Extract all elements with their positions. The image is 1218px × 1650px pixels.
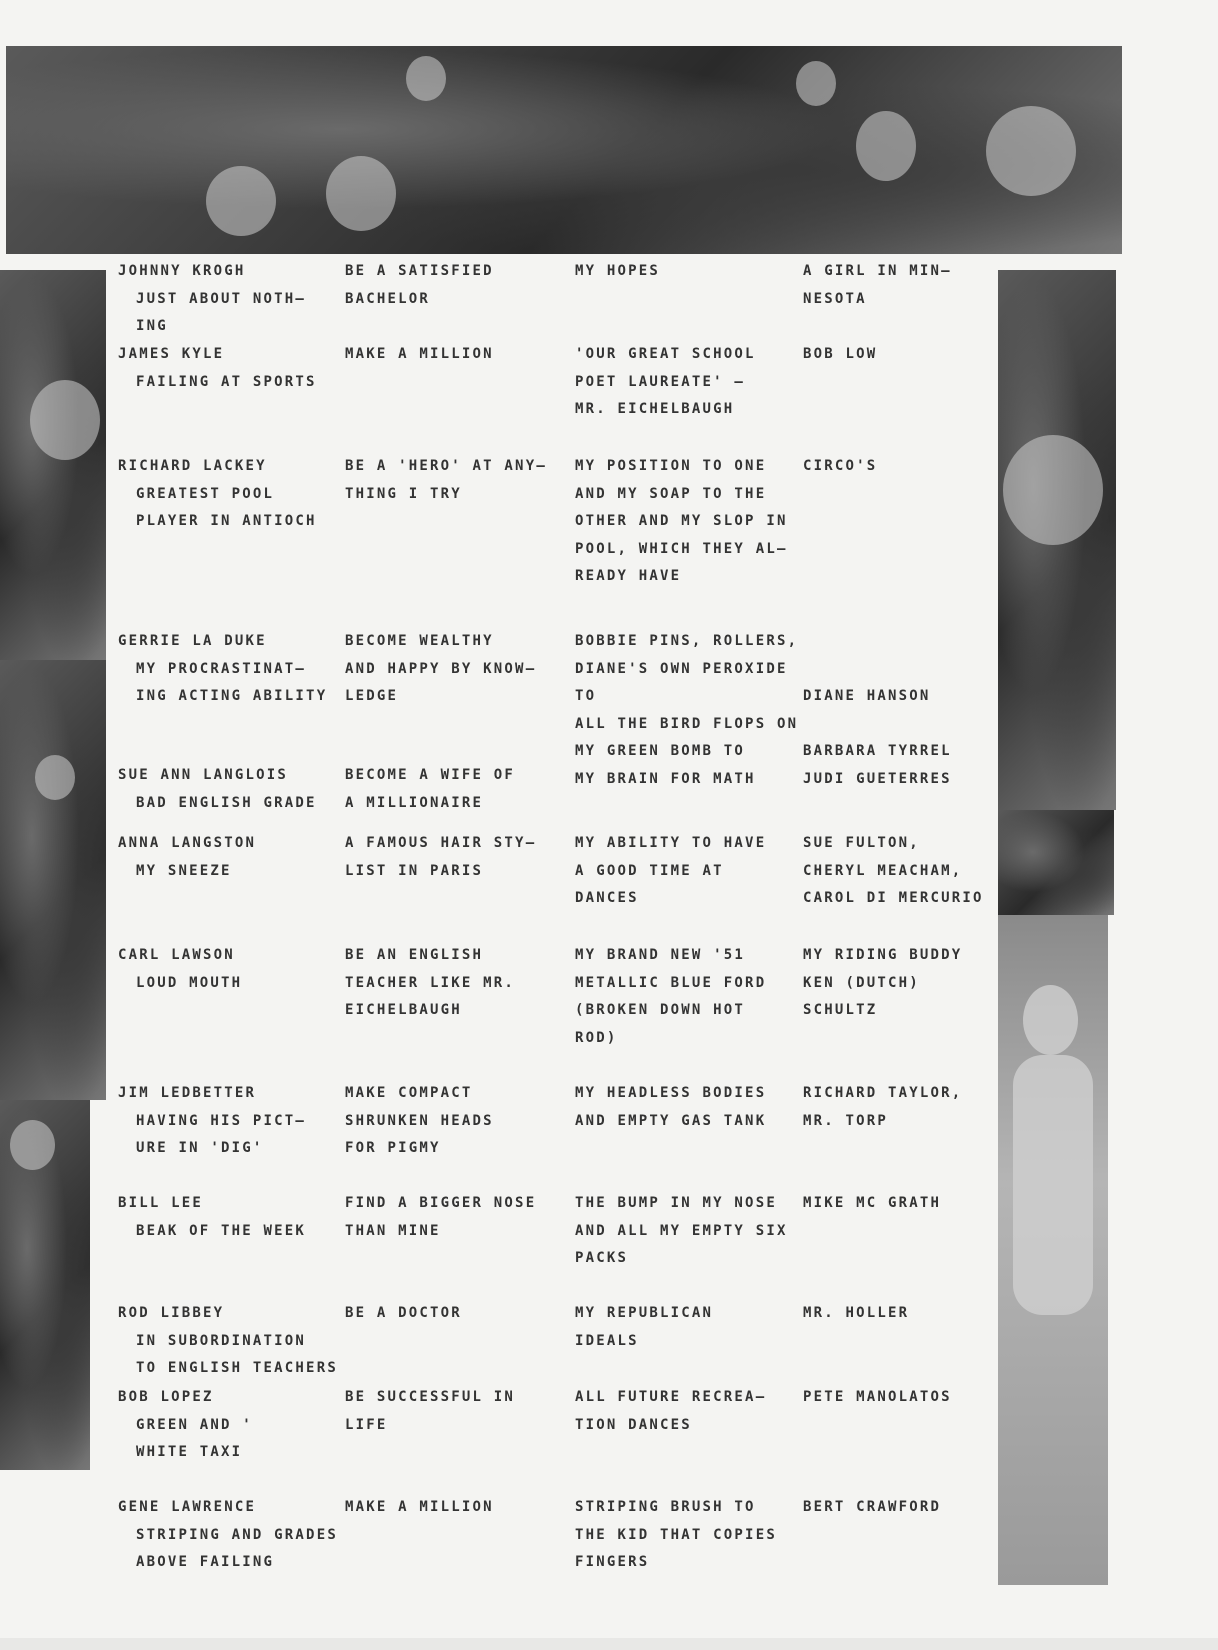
student-name: BOB LOPEZ xyxy=(118,1389,214,1405)
student-name: JOHNNY KROGH xyxy=(118,263,246,279)
ambition-line: BE AN ENGLISH xyxy=(345,947,484,963)
ambition-line: BACHELOR xyxy=(345,290,431,307)
ambition-line: BE A SATISFIED xyxy=(345,263,494,279)
recipient-line: A GIRL IN MIN– xyxy=(803,263,952,279)
student-name: JAMES KYLE xyxy=(118,346,225,362)
student-name: SUE ANN LANGLOIS xyxy=(118,767,289,783)
student-photo-left-3 xyxy=(0,1100,90,1470)
recipient-line: KEN (DUTCH) xyxy=(803,974,920,991)
will-line: MY BRAIN FOR MATH xyxy=(575,770,756,787)
will-line: MR. EICHELBAUGH xyxy=(575,401,735,417)
will-line: READY HAVE xyxy=(575,568,682,584)
remembered-for-line: LOUD MOUTH xyxy=(136,974,243,991)
remembered-for-line: JUST ABOUT NOTH– xyxy=(136,290,307,307)
recipient-line: RICHARD TAYLOR, xyxy=(803,1085,963,1101)
will-line: AND ALL MY EMPTY SIX xyxy=(575,1222,788,1239)
recipient-line: DIANE HANSON xyxy=(803,688,931,704)
will-line: IDEALS xyxy=(575,1332,639,1349)
recipient-line: MY RIDING BUDDY xyxy=(803,947,963,963)
will-line: PACKS xyxy=(575,1250,629,1266)
will-line: MY ABILITY TO HAVE xyxy=(575,835,767,851)
student-name: GENE LAWRENCE xyxy=(118,1499,257,1515)
ambition-line: BE A 'HERO' AT ANY– xyxy=(345,458,547,474)
recipient-line: PETE MANOLATOS xyxy=(803,1389,952,1405)
will-line: OTHER AND MY SLOP IN xyxy=(575,513,788,529)
remembered-for-line: MY PROCRASTINAT– xyxy=(136,660,307,677)
will-line: MY HEADLESS BODIES xyxy=(575,1085,767,1101)
will-line: AND MY SOAP TO THE xyxy=(575,485,767,502)
will-line: TO xyxy=(575,688,597,704)
student-photo-left-1 xyxy=(0,270,106,660)
will-line: 'OUR GREAT SCHOOL xyxy=(575,346,756,362)
will-line: FINGERS xyxy=(575,1554,650,1570)
recipient-line: BOB LOW xyxy=(803,346,878,362)
ambition-line: LEDGE xyxy=(345,688,399,704)
remembered-for-line: STRIPING AND GRADES xyxy=(136,1526,338,1543)
remembered-for-line: BAD ENGLISH GRADE xyxy=(136,794,317,811)
will-line: MY REPUBLICAN xyxy=(575,1305,714,1321)
ambition-line: BECOME WEALTHY xyxy=(345,633,494,649)
remembered-for-line: PLAYER IN ANTIOCH xyxy=(136,513,317,529)
will-line: MY GREEN BOMB TO xyxy=(575,743,746,759)
will-line: BOBBIE PINS, ROLLERS, xyxy=(575,633,799,649)
will-line: POOL, WHICH THEY AL– xyxy=(575,540,788,557)
student-name: BILL LEE xyxy=(118,1195,204,1211)
ambition-line: EICHELBAUGH xyxy=(345,1002,462,1018)
recipient-line: MIKE MC GRATH xyxy=(803,1195,942,1211)
remembered-for-line: FAILING AT SPORTS xyxy=(136,373,317,390)
student-name: ANNA LANGSTON xyxy=(118,835,257,851)
ambition-line: BE SUCCESSFUL IN xyxy=(345,1389,516,1405)
will-line: DANCES xyxy=(575,890,639,906)
student-name: ROD LIBBEY xyxy=(118,1305,225,1321)
recipient-line: CAROL DI MERCURIO xyxy=(803,890,984,906)
will-line: MY BRAND NEW '51 xyxy=(575,947,746,963)
remembered-for-line: URE IN 'DIG' xyxy=(136,1140,264,1156)
will-line: POET LAUREATE' – xyxy=(575,373,746,390)
ambition-line: FIND A BIGGER NOSE xyxy=(345,1195,537,1211)
class-photo-top xyxy=(6,46,1122,254)
remembered-for-line: HAVING HIS PICT– xyxy=(136,1112,307,1129)
remembered-for-line: ING ACTING ABILITY xyxy=(136,688,328,704)
will-line: MY HOPES xyxy=(575,263,661,279)
will-line: METALLIC BLUE FORD xyxy=(575,974,767,991)
ambition-line: BE A DOCTOR xyxy=(345,1305,462,1321)
recipient-line: BERT CRAWFORD xyxy=(803,1499,942,1515)
majorette-photo-right xyxy=(998,915,1108,1585)
student-photo-right-1 xyxy=(998,270,1116,810)
will-line: STRIPING BRUSH TO xyxy=(575,1499,756,1515)
ambition-line: THAN MINE xyxy=(345,1222,441,1239)
remembered-for-line: GREEN AND ' xyxy=(136,1416,253,1433)
ambition-line: A FAMOUS HAIR STY– xyxy=(345,835,537,851)
recipient-line: CIRCO'S xyxy=(803,458,878,474)
ambition-line: SHRUNKEN HEADS xyxy=(345,1112,494,1129)
ambition-line: MAKE COMPACT xyxy=(345,1085,473,1101)
ambition-line: A MILLIONAIRE xyxy=(345,794,484,811)
ambition-line: LIST IN PARIS xyxy=(345,862,484,879)
student-photo-right-2 xyxy=(998,810,1114,915)
student-name: CARL LAWSON xyxy=(118,947,235,963)
ambition-line: FOR PIGMY xyxy=(345,1140,441,1156)
student-photo-left-2 xyxy=(0,660,106,1100)
remembered-for-line: BEAK OF THE WEEK xyxy=(136,1222,307,1239)
student-name: GERRIE LA DUKE xyxy=(118,633,267,649)
recipient-line: BARBARA TYRREL xyxy=(803,743,952,759)
recipient-line: MR. HOLLER xyxy=(803,1305,910,1321)
recipient-line: SUE FULTON, xyxy=(803,835,920,851)
remembered-for-line: WHITE TAXI xyxy=(136,1444,243,1460)
remembered-for-line: GREATEST POOL xyxy=(136,485,275,502)
will-line: THE KID THAT COPIES xyxy=(575,1526,777,1543)
remembered-for-line: ING xyxy=(136,318,168,334)
will-line: AND EMPTY GAS TANK xyxy=(575,1112,767,1129)
will-line: TION DANCES xyxy=(575,1416,692,1433)
student-name: JIM LEDBETTER xyxy=(118,1085,257,1101)
remembered-for-line: MY SNEEZE xyxy=(136,862,232,879)
recipient-line: CHERYL MEACHAM, xyxy=(803,862,963,879)
remembered-for-line: IN SUBORDINATION xyxy=(136,1332,307,1349)
recipient-line: JUDI GUETERRES xyxy=(803,770,952,787)
recipient-line: SCHULTZ xyxy=(803,1002,878,1018)
ambition-line: MAKE A MILLION xyxy=(345,346,494,362)
ambition-line: TEACHER LIKE MR. xyxy=(345,974,516,991)
remembered-for-line: ABOVE FAILING xyxy=(136,1554,275,1570)
ambition-line: LIFE xyxy=(345,1416,388,1433)
will-line: (BROKEN DOWN HOT xyxy=(575,1002,746,1018)
will-line: ROD) xyxy=(575,1029,618,1046)
will-line: ALL THE BIRD FLOPS ON xyxy=(575,715,799,732)
recipient-line: NESOTA xyxy=(803,290,867,307)
student-name: RICHARD LACKEY xyxy=(118,458,267,474)
will-line: THE BUMP IN MY NOSE xyxy=(575,1195,777,1211)
will-line: DIANE'S OWN PEROXIDE xyxy=(575,660,788,677)
page-bottom-edge xyxy=(0,1638,1218,1650)
ambition-line: MAKE A MILLION xyxy=(345,1499,494,1515)
will-line: MY POSITION TO ONE xyxy=(575,458,767,474)
ambition-line: THING I TRY xyxy=(345,485,462,502)
will-line: A GOOD TIME AT xyxy=(575,862,724,879)
recipient-line: MR. TORP xyxy=(803,1112,889,1129)
remembered-for-line: TO ENGLISH TEACHERS xyxy=(136,1360,338,1376)
ambition-line: AND HAPPY BY KNOW– xyxy=(345,660,537,677)
will-line: ALL FUTURE RECREA– xyxy=(575,1389,767,1405)
ambition-line: BECOME A WIFE OF xyxy=(345,767,516,783)
